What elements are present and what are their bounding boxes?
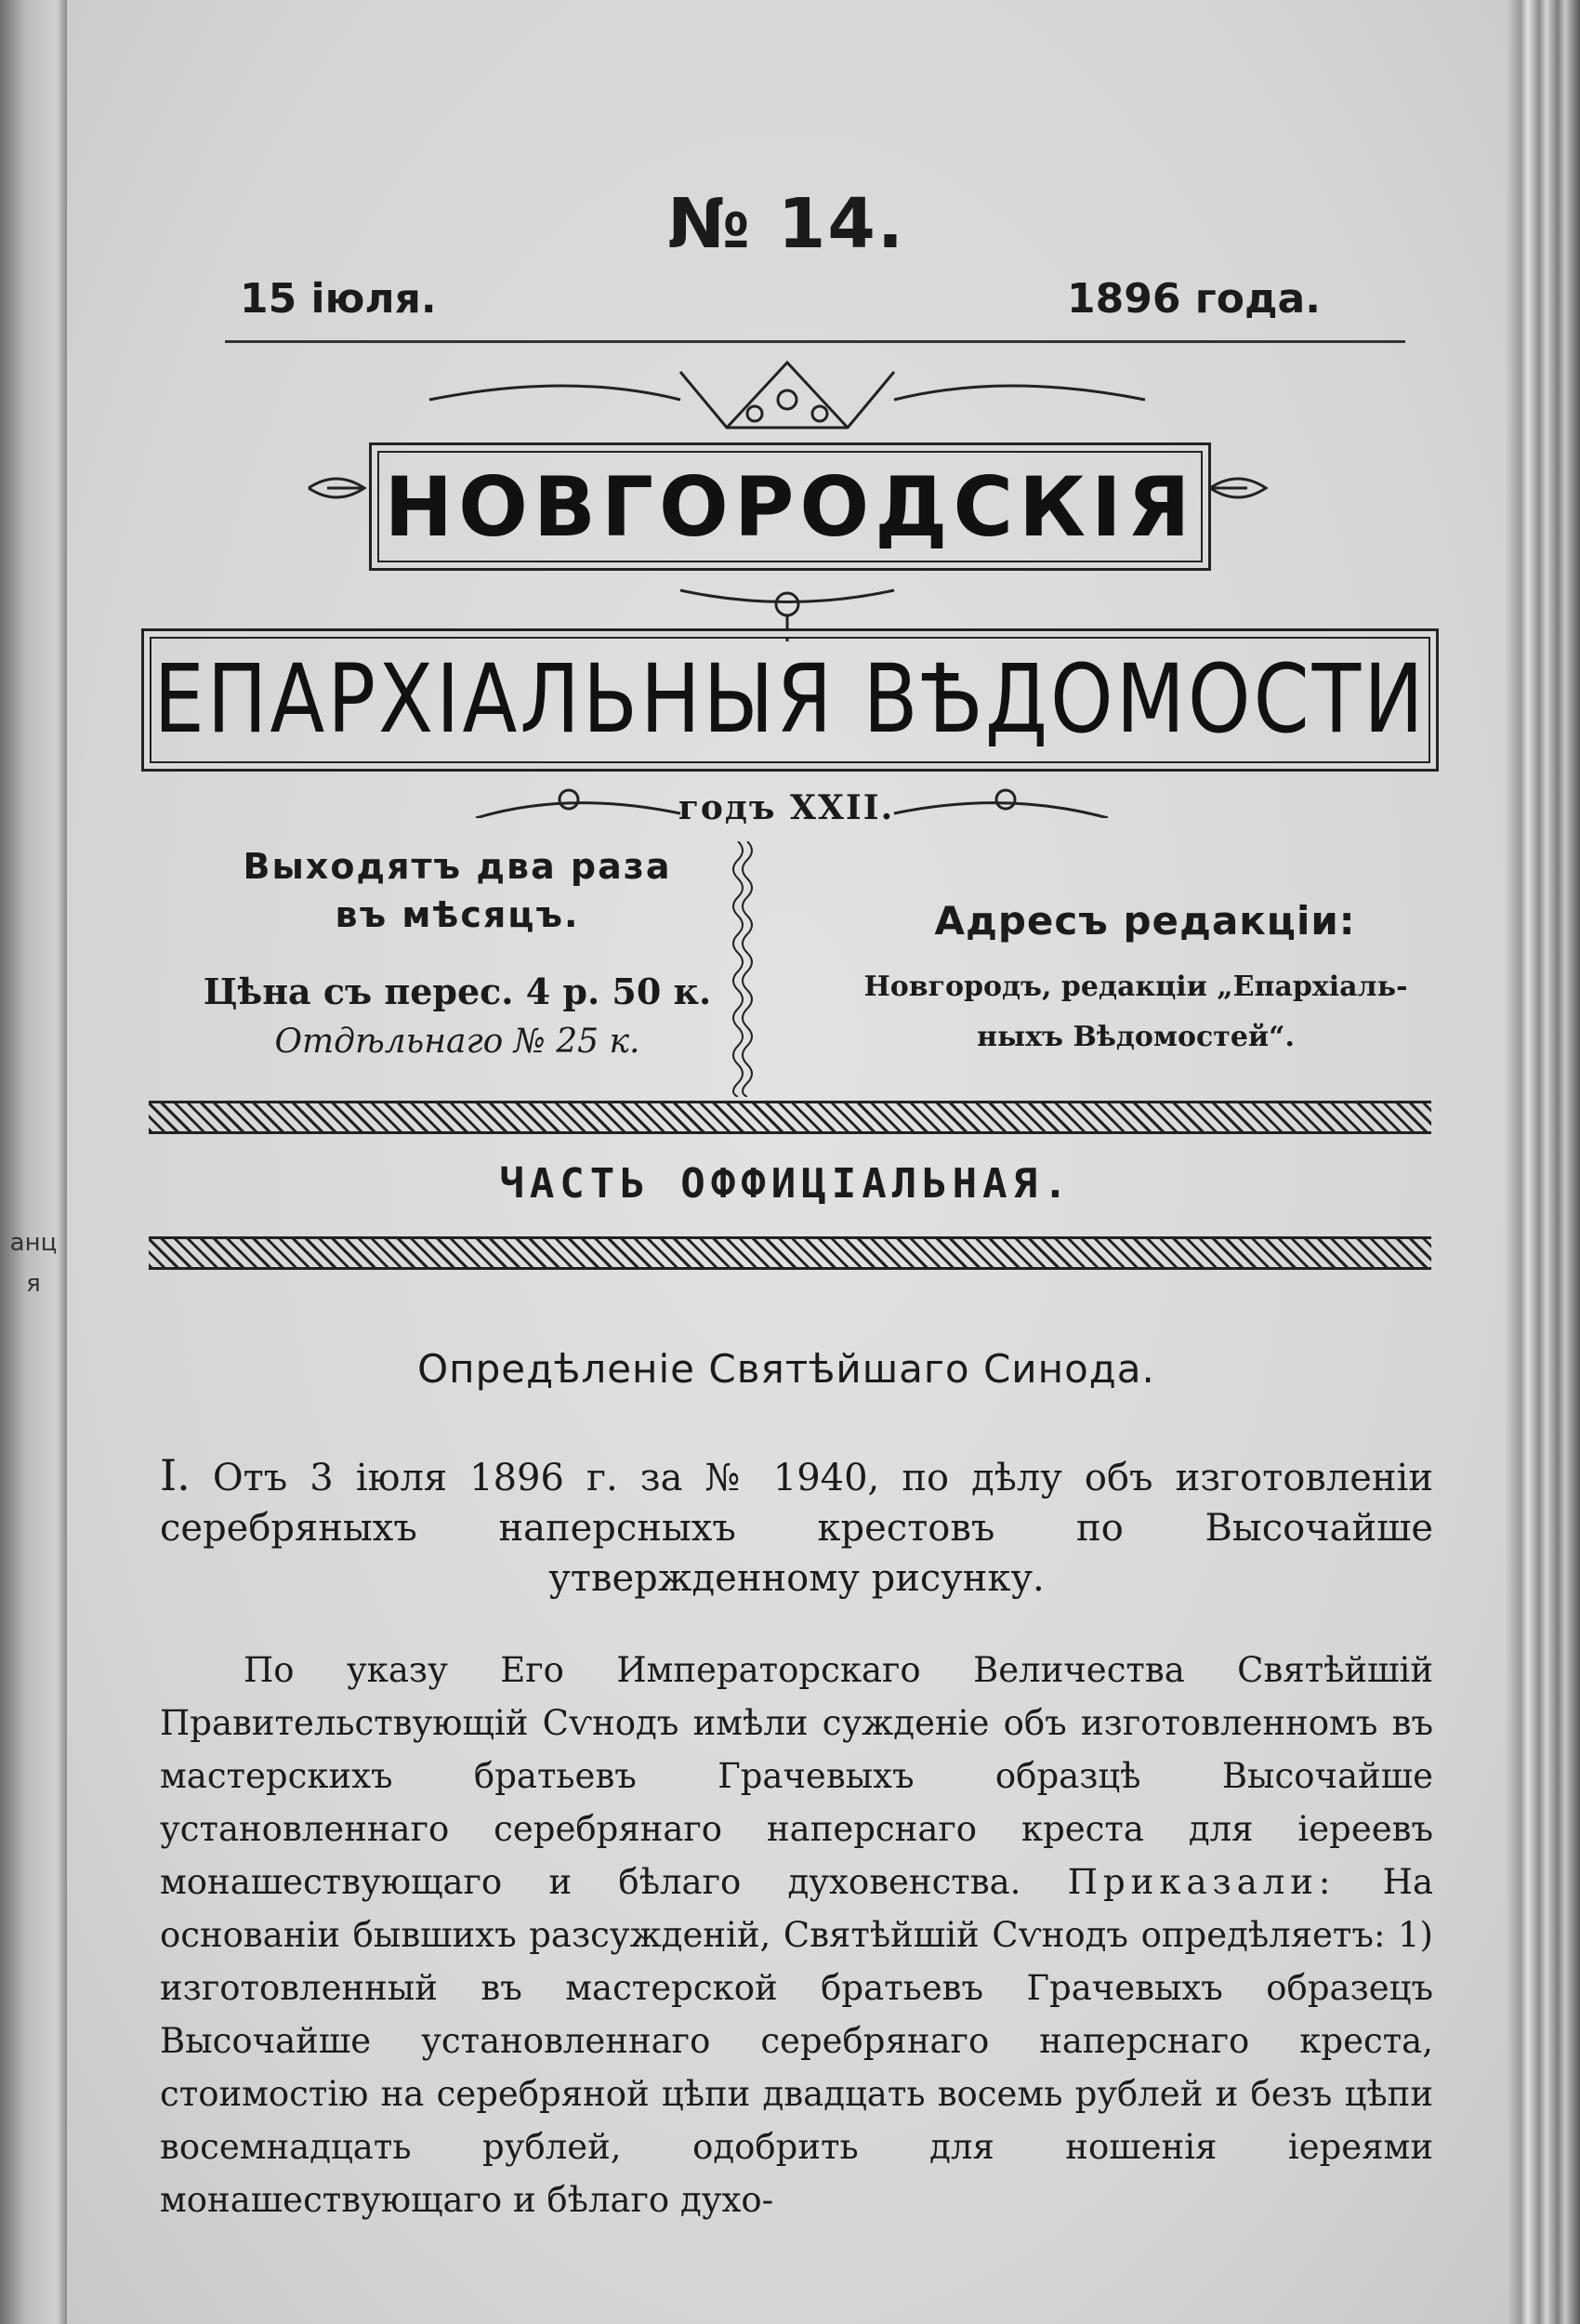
article-text: По указу Его Императорскаго Величества Святѣйшій Правительствующій Сѵнодъ имѣли сужденіе объ изготовленномъ въ мастерскихъ братьевъ Грачевыхъ образцѣ Высочайше установленнаго серебрянаго наперснаго креста для іереевъ монашествующаго и бѣлаго духовенства. [160, 1650, 1433, 1902]
decree-heading [160, 1450, 1433, 1604]
article-paragraph [160, 1644, 1433, 2226]
newspaper-page [67, 0, 1506, 2324]
hatched-divider [149, 1101, 1431, 1134]
frequency-line: въ мѣсяцъ. [335, 894, 580, 935]
issue-number: № 14. [667, 184, 905, 264]
article-body [160, 1644, 1433, 2226]
decree-title: Опредѣленіе Святѣйшаго Синода. [417, 1346, 1155, 1392]
masthead-subtitle-box [141, 628, 1439, 772]
article-ordered-label: Приказали: [1067, 1862, 1336, 1902]
publication-year-label: годъ XXII. [678, 788, 895, 827]
editorial-address: Новгородъ, редакціи „Епархіаль- [863, 971, 1408, 1003]
decree-heading-text: Отъ 3 іюля 1896 г. за № 1940, по дѣлу объ изготовленіи серебряныхъ наперсныхъ крестовъ по Высочайше утвержденному рисунку. [160, 1457, 1434, 1600]
book-page-edges [1506, 0, 1580, 2324]
masthead-title-line1: НОВГОРОДСКІЯ [384, 458, 1196, 555]
wavy-column-divider [729, 841, 757, 1097]
subscription-price: Цѣна съ перес. 4 р. 50 к. [203, 971, 712, 1012]
decree-number: I. [160, 1450, 191, 1500]
issue-date: 15 іюля. [240, 275, 437, 323]
address-label: Адресъ редакціи: [934, 898, 1356, 944]
article-text: На основаніи бывшихъ разсужденій, Святѣйшій Сѵнодъ опредѣляетъ: 1) изготовленный въ мастерской братьевъ Грачевыхъ образецъ Высочайше установленнаго серебрянаго наперснаго креста, стоимостію на серебряной цѣпи двадцать восемь рублей и безъ цѣпи восемнадцать рублей, одобрить для ношенія іереями монашествующаго и бѣлаго духо- [160, 1862, 1433, 2220]
adjacent-page-edge [0, 0, 67, 2324]
masthead-title-box [369, 442, 1211, 571]
single-issue-price: Отдѣльнаго № 25 к. [274, 1023, 640, 1061]
section-title: ЧАСТЬ ОФФИЦІАЛЬНАЯ. [499, 1160, 1073, 1208]
masthead-title-line2: ЕПАРХІАЛЬНЫЯ ВѢДОМОСТИ [153, 645, 1427, 755]
frequency-line: Выходятъ два раза [243, 846, 672, 887]
adjacent-page-fragment: я [26, 1270, 41, 1298]
editorial-address: ныхъ Вѣдомостей“. [977, 1021, 1295, 1053]
issue-year: 1896 года. [1067, 275, 1321, 323]
hatched-divider [149, 1236, 1431, 1270]
adjacent-page-fragment: анц [9, 1229, 58, 1257]
